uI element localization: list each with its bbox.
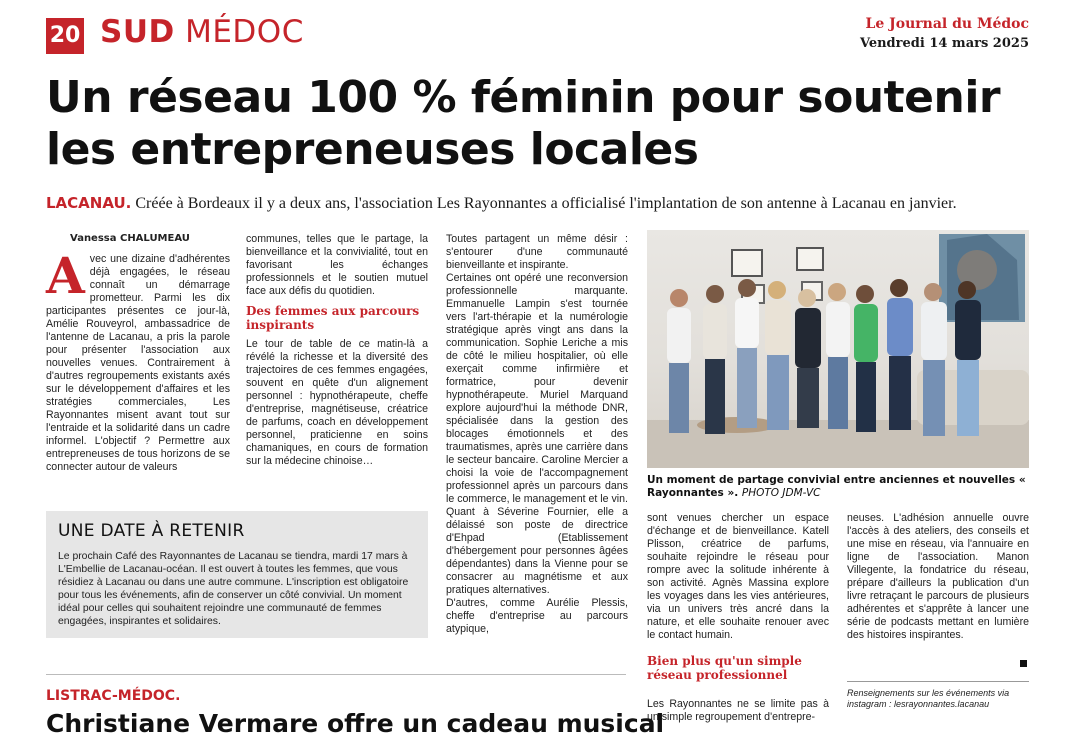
photo-caption — [647, 474, 1029, 500]
chapo-location: LACANAU. — [46, 194, 132, 212]
next-article-divider — [46, 674, 626, 675]
column-3-paragraph-1: Toutes partagent un même désir : s'entourer d'une communauté bienveillante et inspirante. — [446, 233, 628, 271]
column-3-paragraph-3: D'autres, comme Aurélie Plessis, cheffe d'entreprise au parcours atypique, — [446, 597, 628, 635]
photo-caption-text: Un moment de partage convivial entre anciennes et nouvelles « Rayonnantes ». — [647, 474, 1026, 499]
article-column-2 — [246, 233, 428, 468]
column-4-paragraph-2: Les Rayonnantes ne se limite pas à un simple regroupement d'entrepre- — [647, 698, 829, 723]
section-title-bold: SUD — [100, 14, 175, 50]
subhead-inspiring: Des femmes aux parcours inspirants — [246, 304, 420, 332]
article-column-4 — [647, 512, 829, 724]
dropcap: A — [46, 246, 85, 305]
date-box-title: UNE DATE À RETENIR — [58, 521, 245, 541]
column-1-text: vec une dizaine d'adhérentes déjà engagées, le réseau connaît un démarrage prometteur. Parmi les dix participantes présentes ce jour-là, Amélie Rouveyrol, ambassadrice de l'antenne de Lacanau, a pris la parole pour présenter l'association aux nouvelles venues. Contrairement à d'autres regroupements existants axés sur le développement d'affaires et les stratégies commerciales, Les Rayonnantes misent avant tout sur l'entraide et la solidarité dans un cadre informel. L'objectif ? Permettre aux entrepreneuses de tous horizons de se connecter autour de valeurs — [46, 253, 230, 473]
headline-line-2: les entrepreneuses locales — [46, 124, 699, 175]
column-2-paragraph-1: communes, telles que le partage, la bienveillance et la convivialité, tout en favorisant les échanges professionnels et le soutien mutuel face aux défis du quotidien. — [246, 233, 428, 297]
date-box-text: Le prochain Café des Rayonnantes de Lacanau se tiendra, mardi 17 mars à L'Embellie de Lacanau-océan. Il est ouvert à toutes les femmes, que vous résidiez à Lacanau ou dans une autre commune. L'inscription est obligatoire pour tous les événements, afin de conserver un côté convivial. Un moment idéal pour celles qui souhaitent rejoindre une communauté de femmes engagées, inspirantes et solidaires. — [58, 551, 409, 627]
article-column-1 — [46, 246, 230, 474]
chapo — [46, 193, 1036, 214]
end-of-article-mark — [1020, 660, 1027, 667]
photo-credit: PHOTO JDM-VC — [741, 487, 821, 499]
next-article-headline: Christiane Vermare offre un cadeau musical — [46, 709, 665, 738]
page-number: 20 — [46, 18, 84, 54]
issue-date: Vendredi 14 mars 2025 — [859, 36, 1029, 51]
subhead-network: Bien plus qu'un simple réseau professionnel — [647, 654, 802, 682]
chapo-text: Créée à Bordeaux il y a deux ans, l'association Les Rayonnantes a officialisé l'implantation de son antenne à Lacanau en janvier. — [135, 195, 957, 212]
column-4-paragraph-1: sont venues chercher un espace d'échange et de bienveillance. Katell Plisson, créatrice de parfums, souhaite rejoindre le réseau pour rompre avec la solitude inhérente à son activité. Agnès Massina explore les voyages dans les vies antérieures, via un univers très ancré dans la nature, et elle souhaite renouer avec le contact humain. — [647, 512, 829, 641]
info-note: Renseignements sur les événements via instagram : lesrayonnantes.lacanau — [847, 688, 1010, 709]
next-article-location: LISTRAC-MÉDOC. — [46, 688, 181, 704]
section-title-light: MÉDOC — [185, 14, 304, 50]
section-title — [100, 14, 304, 50]
info-divider — [847, 681, 1029, 682]
column-5-text: neuses. L'adhésion annuelle ouvre l'accès à des ateliers, des conseils et une mise en réseau, via l'annuaire en ligne de l'association. Manon Villegente, la fondatrice du réseau, prépare d'ailleurs la publication d'un livre retraçant le parcours de plusieurs adhérentes et s'apprête à lancer une série de podcasts mettant en lumière des histoires inspirantes. — [847, 512, 1029, 641]
article-column-3 — [446, 233, 628, 636]
group-photo-illustration — [647, 230, 1029, 468]
column-3-paragraph-2: Certaines ont opéré une reconversion professionnelle marquante. Emmanuelle Lampin s'est tournée vers l'art-thérapie et la numérologie stratégique après vingt ans dans la communication. Sophie Leriche a mis de côté le milieu hospitalier, où elle exerçait comme infirmière et formatrice, pour devenir hypnothérapeute. Muriel Marquand explore aujourd'hui la méthode DNR, spécialisée dans la gestion des blocages émotionnels et des traumatismes, après une carrière dans le secteur bancaire. Caroline Mercier a choisi la voie de l'accompagnement professionnel après un parcours dans le commerce, le management et le vin. Quant à Séverine Fournier, elle a délaissé son poste de directrice d'Ehpad (Etablissement d'hébergement pour personnes âgées dépendantes) dans la Vienne pour se consacrer au magnétisme et aux pratiques alternatives. — [446, 272, 628, 596]
column-2-paragraph-2: Le tour de table de ce matin-là a révélé la richesse et la diversité des trajectoires de ces femmes engagées, souvent en quête d'un alignement personnel : hypnothérapeute, cheffe d'entreprise, magnétiseuse, créatrice de parfums, coach en développement personnel, praticienne en soins chamaniques, en cours de formation sur la médecine chinoise… — [246, 338, 428, 467]
group-photo — [647, 230, 1029, 468]
headline-line-1: Un réseau 100 % féminin pour soutenir — [46, 72, 1001, 123]
headline — [46, 72, 1036, 176]
article-column-5 — [847, 512, 1029, 642]
author-byline: Vanessa CHALUMEAU — [70, 233, 190, 244]
journal-name: Le Journal du Médoc — [865, 16, 1029, 32]
